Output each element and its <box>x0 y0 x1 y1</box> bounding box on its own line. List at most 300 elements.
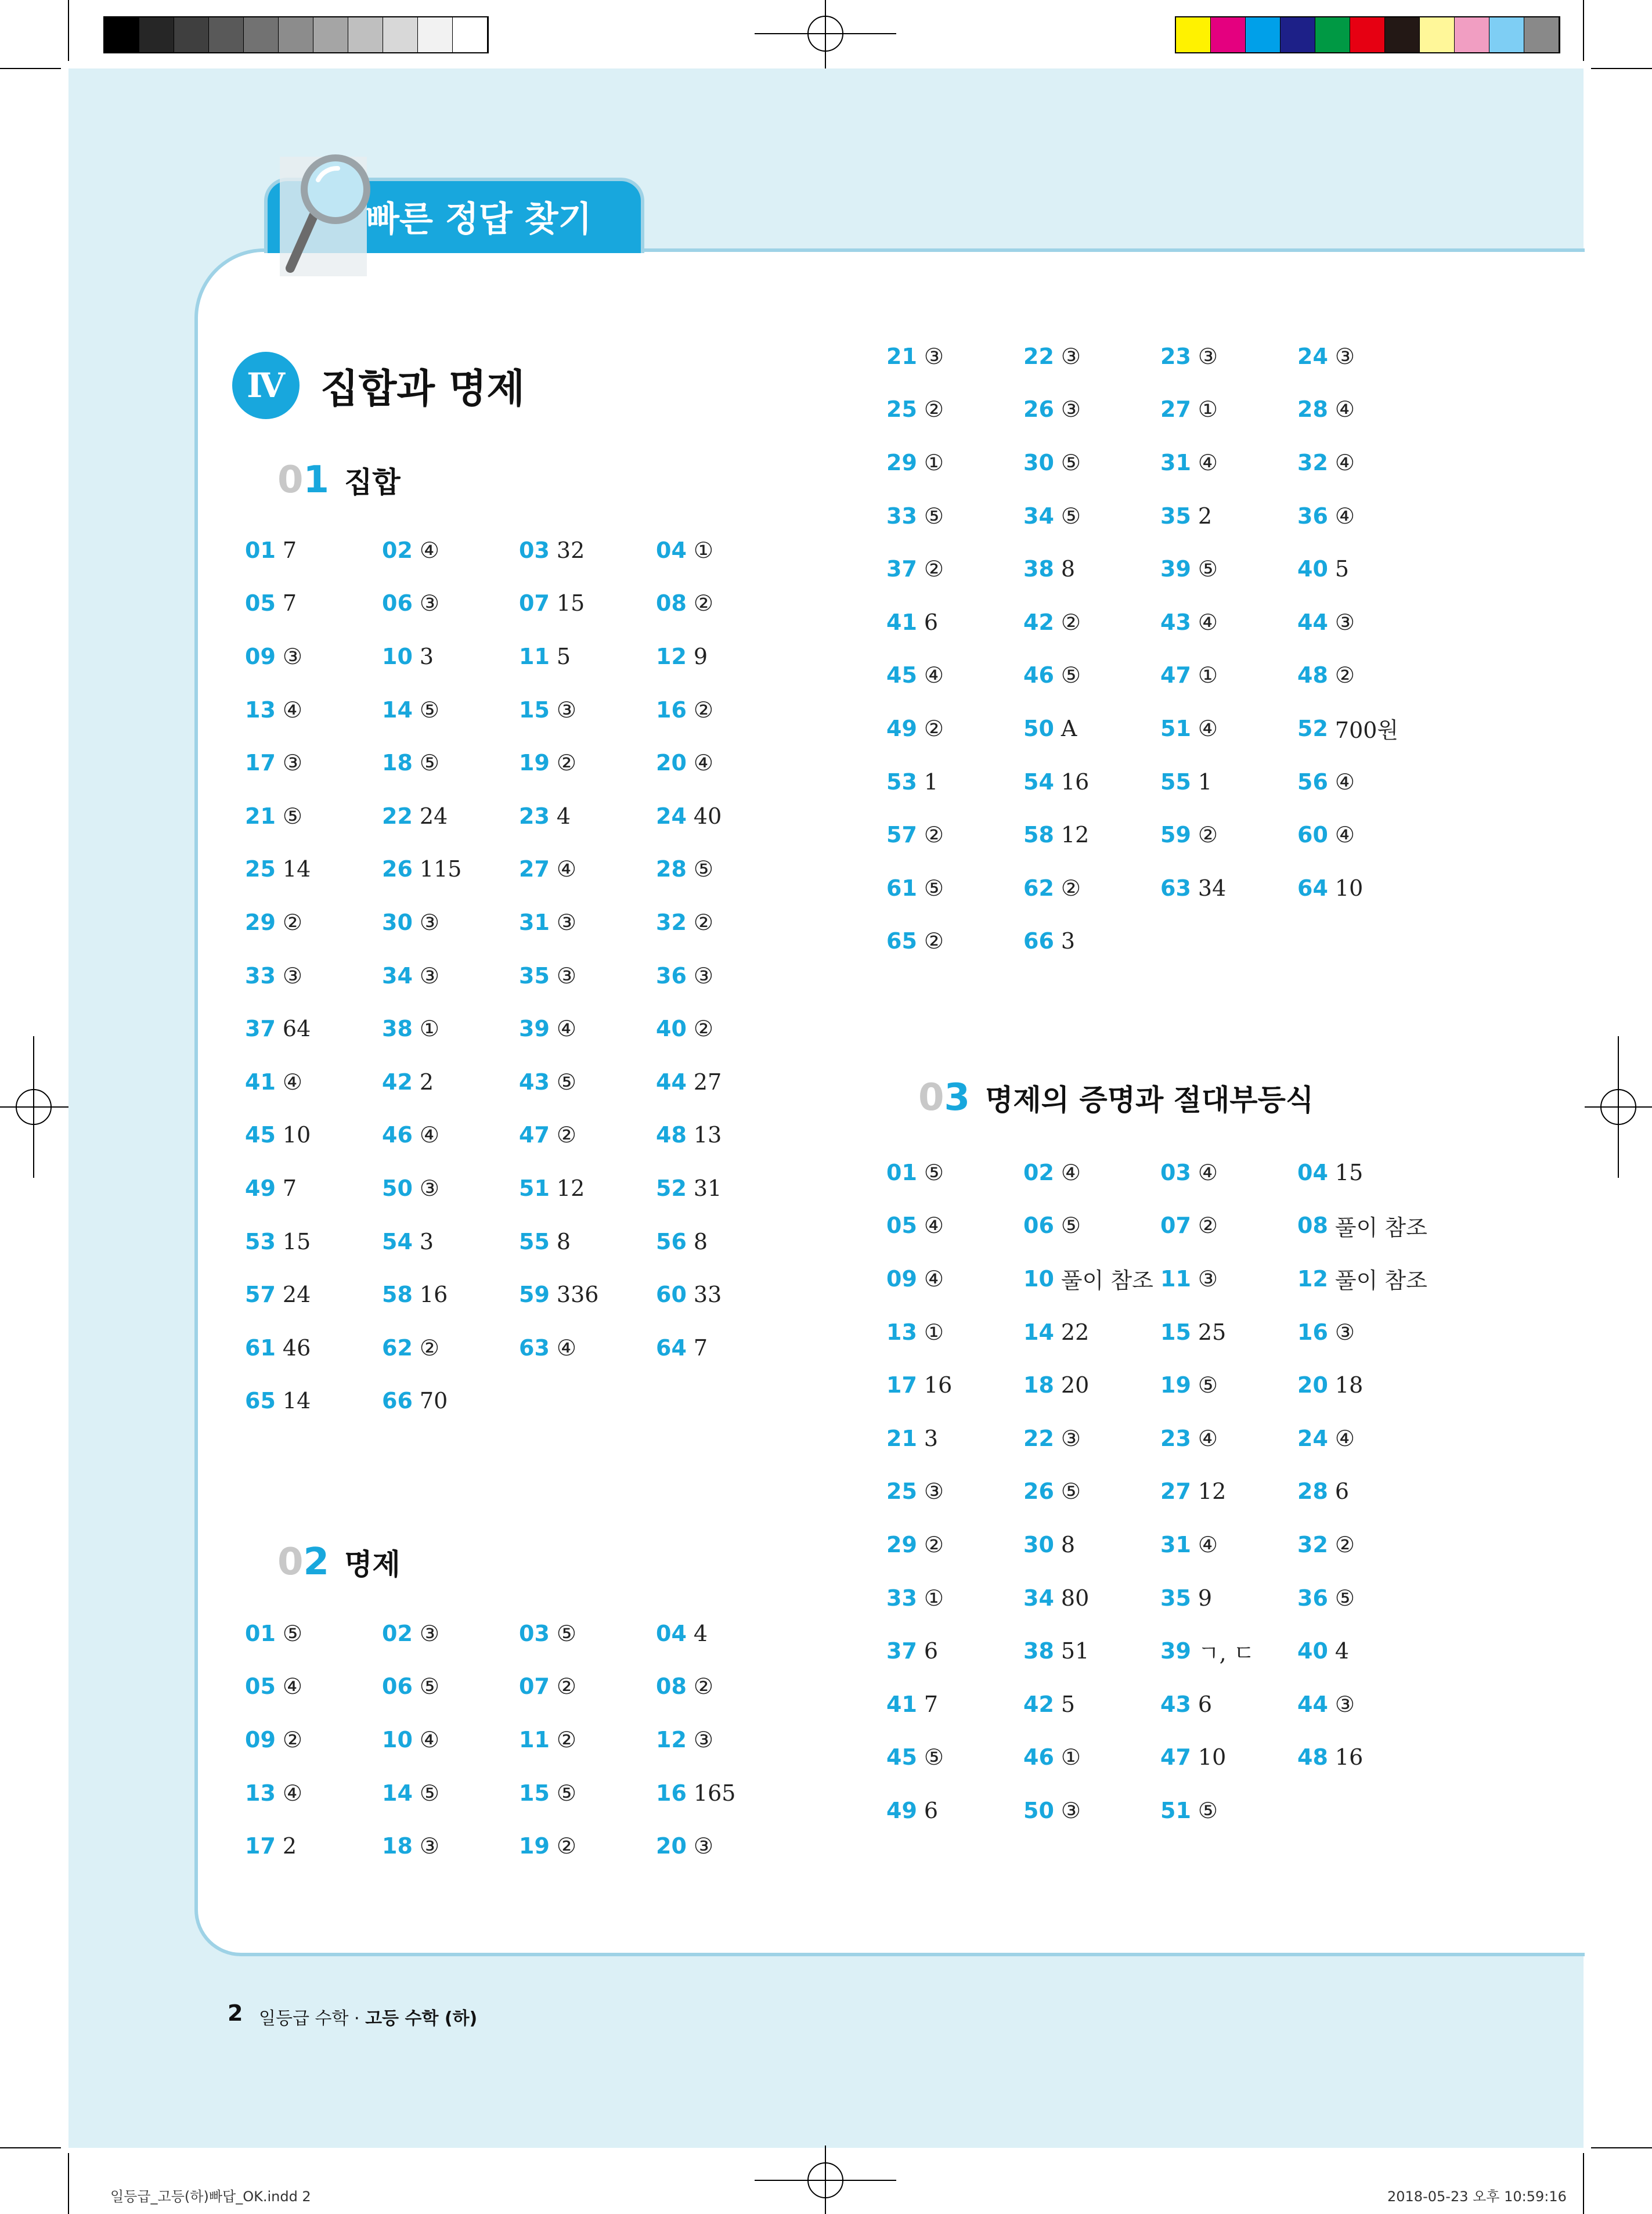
answer-item <box>886 649 1023 702</box>
answer-item <box>1297 1199 1434 1253</box>
answer-value: ② <box>282 909 302 935</box>
answer-item <box>1297 1146 1434 1199</box>
question-number: 24 <box>1297 343 1328 369</box>
answer-item <box>245 896 382 949</box>
answer-value: 7 <box>693 1335 708 1361</box>
answer-item <box>245 577 382 630</box>
answer-grid-2 <box>245 1607 793 1873</box>
answer-value: 풀이 참조 <box>1334 1268 1427 1294</box>
answer-item <box>382 1055 519 1109</box>
answer-value: ③ <box>1061 1425 1081 1451</box>
answer-value: 7 <box>282 1175 297 1201</box>
answer-value: 14 <box>282 856 311 882</box>
answer-value: ③ <box>556 962 576 989</box>
answer-value: ③ <box>693 962 713 989</box>
answer-item <box>656 949 793 1003</box>
answer-item <box>382 896 519 949</box>
question-number: 13 <box>245 697 276 723</box>
question-number: 06 <box>382 1674 413 1700</box>
answer-item <box>1297 436 1434 489</box>
answer-value: 12 <box>556 1175 585 1201</box>
answer-item <box>886 1465 1023 1519</box>
question-number: 33 <box>245 962 276 989</box>
section-heading-3 <box>918 1076 1314 1119</box>
answer-value: ⑤ <box>924 1159 944 1185</box>
answer-item <box>656 1321 793 1375</box>
question-number: 18 <box>382 750 413 776</box>
color-swatch <box>313 17 348 52</box>
answer-item <box>656 1055 793 1109</box>
question-number: 19 <box>519 1833 550 1859</box>
question-number: 14 <box>382 697 413 723</box>
answer-item <box>1297 542 1434 596</box>
question-number: 23 <box>1160 1425 1191 1451</box>
answer-value: 7 <box>924 1691 939 1717</box>
answer-item <box>1160 596 1297 649</box>
answer-item <box>382 1766 519 1820</box>
question-number: 25 <box>886 396 917 423</box>
question-number: 10 <box>382 643 413 669</box>
question-number: 37 <box>245 1016 276 1042</box>
question-number: 11 <box>1160 1265 1191 1292</box>
answer-item <box>245 1162 382 1215</box>
answer-value: 8 <box>693 1228 708 1254</box>
question-number: 35 <box>519 962 550 989</box>
question-number: 02 <box>382 1620 413 1646</box>
answer-item <box>1023 596 1160 649</box>
answer-value: ④ <box>924 1265 944 1292</box>
answer-item <box>1023 1412 1160 1465</box>
answer-value: ③ <box>924 1479 944 1505</box>
answer-value: ⑤ <box>924 875 944 901</box>
answer-value: ④ <box>1334 822 1355 848</box>
question-number: 34 <box>382 962 413 989</box>
answer-value: ② <box>1197 1213 1218 1239</box>
answer-item <box>245 1055 382 1109</box>
answer-value: ② <box>693 590 713 616</box>
answer-value: ④ <box>282 697 302 723</box>
answer-value: ③ <box>1334 1319 1355 1345</box>
answer-value: 51 <box>1061 1638 1090 1664</box>
answer-item <box>245 1713 382 1766</box>
answer-item <box>519 630 656 683</box>
answer-value: 8 <box>1061 1531 1076 1557</box>
answer-value: ③ <box>419 1833 439 1859</box>
section-title: 명제 <box>344 1548 401 1581</box>
question-number: 29 <box>886 449 917 475</box>
answer-item <box>656 736 793 789</box>
answer-value: ⑤ <box>1061 1213 1081 1239</box>
answer-value: ① <box>1197 662 1218 688</box>
question-number: 66 <box>1023 928 1054 954</box>
answer-item <box>886 436 1023 489</box>
question-number: 35 <box>1160 1585 1191 1611</box>
answer-value: ④ <box>1197 1159 1218 1185</box>
answer-item <box>1023 489 1160 543</box>
question-number: 41 <box>886 1691 917 1717</box>
color-swatch <box>453 17 488 52</box>
answer-value: 3 <box>1061 928 1076 954</box>
question-number: 21 <box>886 343 917 369</box>
answer-item <box>382 949 519 1003</box>
question-number: 26 <box>1023 396 1054 423</box>
question-number: 57 <box>886 822 917 848</box>
question-number: 17 <box>245 1833 276 1859</box>
question-number: 08 <box>1297 1213 1328 1239</box>
question-number: 01 <box>245 537 276 563</box>
section-title: 명제의 증명과 절대부등식 <box>985 1083 1314 1117</box>
question-number: 13 <box>886 1319 917 1345</box>
answer-item <box>1023 1252 1160 1306</box>
answer-item <box>1160 1306 1297 1359</box>
answer-value: 3 <box>419 1228 434 1254</box>
answer-item <box>1160 1199 1297 1253</box>
answer-item <box>886 1518 1023 1571</box>
answer-value: 6 <box>924 1797 939 1823</box>
answer-item <box>245 843 382 896</box>
answer-item <box>245 1375 382 1428</box>
answer-item <box>1023 436 1160 489</box>
answer-value: ⑤ <box>924 503 944 529</box>
section-number: 2 <box>303 1541 330 1584</box>
answer-item <box>1297 1571 1434 1625</box>
answer-value: ② <box>924 396 944 423</box>
color-swatch <box>418 17 453 52</box>
answer-item <box>1023 915 1160 968</box>
answer-value: ⑤ <box>1197 1797 1218 1823</box>
answer-item <box>656 1002 793 1055</box>
answer-value: ② <box>556 1674 576 1700</box>
question-number: 24 <box>1297 1425 1328 1451</box>
answer-item <box>1160 1571 1297 1625</box>
answer-item <box>1160 808 1297 861</box>
answer-item <box>1297 861 1434 915</box>
answer-value: 4 <box>556 803 571 829</box>
answer-value: ① <box>1197 396 1218 423</box>
question-number: 60 <box>1297 822 1328 848</box>
header-title: 빠른 정답 찾기 <box>366 199 592 240</box>
answer-item <box>886 702 1023 755</box>
answer-item <box>1297 808 1434 861</box>
question-number: 36 <box>656 962 687 989</box>
answer-item <box>245 524 382 577</box>
answer-value: ④ <box>924 1213 944 1239</box>
question-number: 44 <box>1297 1691 1328 1717</box>
answer-item <box>245 1268 382 1321</box>
question-number: 05 <box>245 1674 276 1700</box>
color-swatch <box>1455 17 1489 52</box>
answer-value: ③ <box>693 1726 713 1753</box>
answer-item <box>1160 755 1297 809</box>
answer-value: 7 <box>282 590 297 616</box>
answer-item <box>1297 1306 1434 1359</box>
question-number: 62 <box>1023 875 1054 901</box>
answer-item <box>245 1607 382 1660</box>
question-number: 63 <box>1160 875 1191 901</box>
answer-item <box>1297 1412 1434 1465</box>
question-number: 52 <box>656 1175 687 1201</box>
question-number: 26 <box>1023 1479 1054 1505</box>
answer-item <box>886 330 1023 383</box>
answer-value: ④ <box>419 537 439 563</box>
answer-item <box>1023 1465 1160 1519</box>
answer-value: ⑤ <box>1061 503 1081 529</box>
answer-value: 10 <box>1197 1744 1227 1771</box>
answer-item <box>245 736 382 789</box>
question-number: 23 <box>519 803 550 829</box>
question-number: 56 <box>1297 769 1328 795</box>
answer-item <box>1297 1731 1434 1784</box>
question-number: 54 <box>1023 769 1054 795</box>
answer-value: ⑤ <box>556 1620 576 1646</box>
question-number: 57 <box>245 1282 276 1308</box>
answer-item <box>886 1252 1023 1306</box>
answer-item <box>519 789 656 843</box>
answer-value: ③ <box>419 590 439 616</box>
answer-value: 8 <box>1061 556 1076 582</box>
answer-item <box>1023 330 1160 383</box>
answer-value: ② <box>556 1726 576 1753</box>
answer-item <box>886 383 1023 437</box>
answer-item <box>1160 649 1297 702</box>
answer-value: ⑤ <box>1061 662 1081 688</box>
question-number: 47 <box>1160 662 1191 688</box>
question-number: 16 <box>656 697 687 723</box>
question-number: 38 <box>1023 1638 1054 1664</box>
question-number: 07 <box>1160 1213 1191 1239</box>
answer-item <box>245 1002 382 1055</box>
book-title <box>259 2004 477 2029</box>
question-number: 50 <box>382 1175 413 1201</box>
answer-item <box>1023 1199 1160 1253</box>
answer-item <box>382 789 519 843</box>
answer-item <box>656 1713 793 1766</box>
answer-value: 10 <box>282 1122 311 1148</box>
answer-value: ③ <box>1061 1797 1081 1823</box>
answer-item <box>519 843 656 896</box>
question-number: 08 <box>656 1674 687 1700</box>
question-number: 62 <box>382 1335 413 1361</box>
question-number: 04 <box>1297 1159 1328 1185</box>
section-title: 집합 <box>344 466 401 499</box>
answer-item <box>1023 1731 1160 1784</box>
color-swatch <box>1176 17 1211 52</box>
answer-item <box>656 577 793 630</box>
question-number: 26 <box>382 856 413 882</box>
answer-value: 64 <box>282 1016 311 1042</box>
answer-value: ⑤ <box>419 750 439 776</box>
answer-value: ④ <box>282 1674 302 1700</box>
answer-value: ② <box>1061 875 1081 901</box>
question-number: 22 <box>1023 1425 1054 1451</box>
answer-item <box>382 577 519 630</box>
answer-value: 3 <box>924 1425 939 1451</box>
answer-item <box>1023 1678 1160 1731</box>
answer-item <box>886 1571 1023 1625</box>
question-number: 45 <box>886 1744 917 1771</box>
question-number: 03 <box>1160 1159 1191 1185</box>
color-swatch <box>1281 17 1315 52</box>
question-number: 43 <box>1160 609 1191 635</box>
answer-item <box>245 1819 382 1873</box>
answer-value: ③ <box>419 1175 439 1201</box>
answer-item <box>1297 489 1434 543</box>
question-number: 51 <box>1160 1797 1191 1823</box>
answer-value: ④ <box>1197 1425 1218 1451</box>
answer-value: ④ <box>419 1122 439 1148</box>
question-number: 54 <box>382 1228 413 1254</box>
question-number: 29 <box>886 1531 917 1557</box>
answer-item <box>519 1660 656 1714</box>
answer-item <box>1160 1731 1297 1784</box>
answer-value: 31 <box>693 1175 722 1201</box>
book-subject: 고등 수학 (하) <box>365 2009 478 2029</box>
question-number: 38 <box>382 1016 413 1042</box>
answer-item <box>656 1607 793 1660</box>
question-number: 33 <box>886 503 917 529</box>
section-heading-2 <box>277 1541 401 1584</box>
answer-item <box>886 1731 1023 1784</box>
color-swatch <box>244 17 279 52</box>
question-number: 31 <box>519 909 550 935</box>
answer-value: ③ <box>1334 343 1355 369</box>
answer-value: 6 <box>1334 1479 1350 1505</box>
answer-value: ④ <box>693 750 713 776</box>
answer-item <box>1297 1518 1434 1571</box>
answer-item <box>1297 1252 1434 1306</box>
question-number: 32 <box>1297 449 1328 475</box>
answer-item <box>519 1607 656 1660</box>
answer-value: ④ <box>924 662 944 688</box>
answer-item <box>656 896 793 949</box>
answer-value: 80 <box>1061 1585 1090 1611</box>
color-swatch <box>1420 17 1455 52</box>
answer-value: ④ <box>282 1069 302 1095</box>
question-number: 11 <box>519 643 550 669</box>
answer-item <box>656 1109 793 1162</box>
answer-value: ③ <box>282 643 302 669</box>
answer-item <box>1160 1412 1297 1465</box>
answer-item <box>1297 596 1434 649</box>
question-number: 05 <box>245 590 276 616</box>
answer-item <box>382 1321 519 1375</box>
answer-item <box>1297 330 1434 383</box>
question-number: 39 <box>519 1016 550 1042</box>
answer-item <box>1023 649 1160 702</box>
question-number: 45 <box>245 1122 276 1148</box>
slug-timestamp: 2018-05-23 오후 10:59:16 <box>1387 2188 1567 2205</box>
question-number: 29 <box>245 909 276 935</box>
question-number: 52 <box>1297 715 1328 741</box>
answer-item <box>519 949 656 1003</box>
question-number: 44 <box>1297 609 1328 635</box>
answer-item <box>519 1268 656 1321</box>
question-number: 10 <box>1023 1265 1054 1292</box>
color-swatch <box>279 17 313 52</box>
question-number: 65 <box>886 928 917 954</box>
answer-item <box>245 1109 382 1162</box>
answer-value: 40 <box>693 803 722 829</box>
answer-value: ④ <box>1197 715 1218 741</box>
answer-item <box>245 630 382 683</box>
question-number: 44 <box>656 1069 687 1095</box>
answer-value: ② <box>924 556 944 582</box>
answer-value: 1 <box>924 769 939 795</box>
answer-item <box>886 1358 1023 1412</box>
answer-item <box>245 1321 382 1375</box>
answer-value: 풀이 참조 <box>1334 1214 1427 1241</box>
answer-value: 2 <box>1197 503 1213 529</box>
answer-item <box>1023 1571 1160 1625</box>
answer-item <box>519 896 656 949</box>
question-number: 36 <box>1297 503 1328 529</box>
answer-item <box>1160 1465 1297 1519</box>
question-number: 17 <box>886 1372 917 1398</box>
question-number: 08 <box>656 590 687 616</box>
question-number: 32 <box>656 909 687 935</box>
answer-value: 46 <box>282 1335 311 1361</box>
section-number-prefix: 0 <box>277 459 304 502</box>
question-number: 03 <box>519 537 550 563</box>
chapter-number: Ⅳ <box>232 352 300 419</box>
answer-value: ⑤ <box>282 1620 302 1646</box>
question-number: 41 <box>245 1069 276 1095</box>
answer-value: 6 <box>924 1638 939 1664</box>
question-number: 28 <box>1297 396 1328 423</box>
answer-item <box>1160 1784 1297 1837</box>
question-number: 34 <box>1023 503 1054 529</box>
question-number: 46 <box>1023 662 1054 688</box>
answer-value: 700원 <box>1334 717 1399 744</box>
answer-item <box>1160 489 1297 543</box>
question-number: 12 <box>656 643 687 669</box>
section-number: 3 <box>944 1076 971 1119</box>
question-number: 49 <box>886 715 917 741</box>
question-number: 04 <box>656 537 687 563</box>
answer-value: 8 <box>556 1228 571 1254</box>
answer-value: ① <box>924 1319 944 1345</box>
question-number: 55 <box>1160 769 1191 795</box>
answer-item <box>886 861 1023 915</box>
answer-value: ② <box>1334 1531 1355 1557</box>
answer-value: ④ <box>1334 396 1355 423</box>
answer-item <box>1160 1678 1297 1731</box>
answer-value: ② <box>924 822 944 848</box>
answer-value: 16 <box>1061 769 1090 795</box>
question-number: 16 <box>1297 1319 1328 1345</box>
question-number: 56 <box>656 1228 687 1254</box>
answer-item <box>886 1624 1023 1678</box>
answer-item <box>1023 1146 1160 1199</box>
answer-value: 70 <box>419 1388 448 1414</box>
answer-value: 32 <box>556 537 585 563</box>
answer-item <box>886 489 1023 543</box>
answer-item <box>1297 1624 1434 1678</box>
question-number: 46 <box>382 1122 413 1148</box>
answer-value: ② <box>1061 609 1081 635</box>
answer-value: ⑤ <box>556 1069 576 1095</box>
answer-item <box>656 1819 793 1873</box>
color-swatch <box>1385 17 1420 52</box>
question-number: 12 <box>656 1726 687 1753</box>
question-number: 50 <box>1023 715 1054 741</box>
answer-item <box>1023 542 1160 596</box>
answer-value: 33 <box>693 1282 722 1308</box>
answer-value: 27 <box>693 1069 722 1095</box>
question-number: 19 <box>519 750 550 776</box>
question-number: 03 <box>519 1620 550 1646</box>
answer-value: ① <box>924 449 944 475</box>
